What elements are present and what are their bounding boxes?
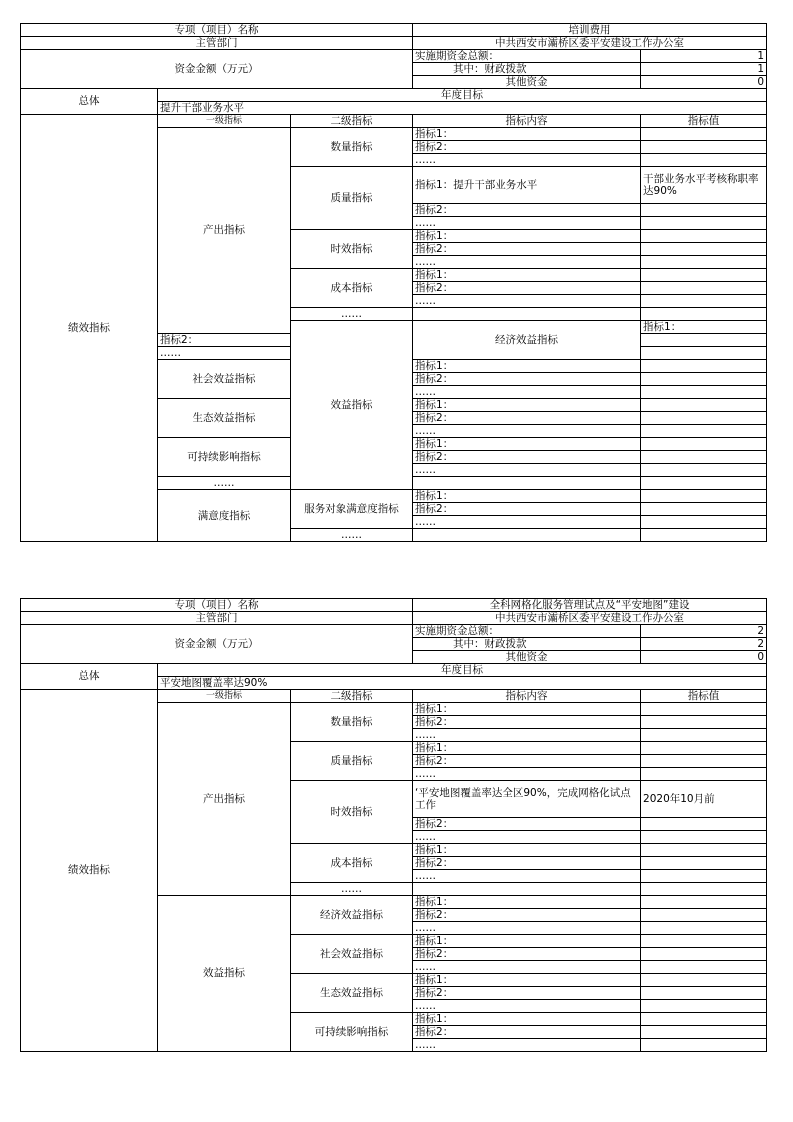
indicator-2: 指标2：	[413, 755, 641, 768]
overall-label: 总体	[21, 664, 158, 690]
indicator-2: 指标2：	[413, 412, 641, 425]
indicator-value	[641, 922, 767, 935]
indicator-value	[641, 768, 767, 781]
indicator-value	[641, 373, 767, 386]
fiscal-fund-label: 其中：财政拨款	[413, 638, 641, 651]
indicator-ellipsis: ……	[413, 729, 641, 742]
performance-indicators-label: 绩效指标	[21, 115, 158, 542]
indicator-1: 指标1：	[413, 360, 641, 373]
indicator-value	[641, 154, 767, 167]
indicator-value	[641, 503, 767, 516]
project-name-value: 全科网格化服务管理试点及“平安地图”建设	[413, 599, 767, 612]
overall-label: 总体	[21, 89, 158, 115]
indicator-2: 指标2：	[413, 1026, 641, 1039]
indicator-value	[641, 141, 767, 154]
indicator-1: 指标1：	[413, 490, 641, 503]
indicator-2: 指标2：	[413, 282, 641, 295]
indicator-ellipsis: ……	[413, 961, 641, 974]
performance-indicators-label: 绩效指标	[21, 690, 158, 1052]
indicator-value	[641, 1039, 767, 1052]
cost-label: 成本指标	[291, 269, 413, 308]
indicator-2: 指标2：	[413, 987, 641, 1000]
output-indicators-label: 产出指标	[158, 703, 291, 896]
output-indicators-label: 产出指标	[158, 128, 291, 334]
indicator-1: 指标1：	[641, 321, 767, 334]
indicator-2: 指标2：	[413, 204, 641, 217]
economic-label: 经济效益指标	[291, 896, 413, 935]
department-label: 主管部门	[21, 612, 413, 625]
benefit-indicators-label: 效益指标	[158, 896, 291, 1052]
indicator-content	[413, 883, 641, 896]
indicator-ellipsis: ……	[413, 922, 641, 935]
total-fund-value: 2	[641, 625, 767, 638]
indicator-ellipsis: ……	[413, 1039, 641, 1052]
level1-header: 一级指标	[158, 690, 291, 703]
level2-ellipsis: ……	[291, 883, 413, 896]
timeliness-indicator-1: ‘平安地图覆盖率达全区90%，完成网格化试点工作	[413, 781, 641, 818]
indicator-content	[413, 477, 641, 490]
level2-ellipsis: ……	[158, 477, 291, 490]
annual-goal-label: 年度目标	[158, 664, 767, 677]
indicator-2: 指标2：	[413, 948, 641, 961]
other-fund-value: 0	[641, 76, 767, 89]
indicator-value	[641, 935, 767, 948]
indicator-ellipsis: ……	[413, 256, 641, 269]
level2-ellipsis: ……	[291, 529, 413, 542]
ecological-label: 生态效益指标	[158, 399, 291, 438]
indicator-ellipsis: ……	[413, 217, 641, 230]
indicator-value	[641, 987, 767, 1000]
indicator-value	[641, 516, 767, 529]
indicator-1: 指标1：	[413, 703, 641, 716]
indicator-value	[641, 451, 767, 464]
indicator-1: 指标1：	[413, 269, 641, 282]
indicator-1: 指标1：	[413, 399, 641, 412]
indicator-value	[641, 425, 767, 438]
quality-indicator-1: 指标1：提升干部业务水平	[413, 167, 641, 204]
indicator-1: 指标1：	[413, 1013, 641, 1026]
indicator-value	[641, 386, 767, 399]
indicator-value	[641, 703, 767, 716]
indicator-value	[641, 399, 767, 412]
indicator-value	[641, 412, 767, 425]
indicator-value	[641, 230, 767, 243]
other-fund-label: 其他资金	[413, 651, 641, 664]
fiscal-fund-value: 1	[641, 63, 767, 76]
indicator-ellipsis: ……	[413, 154, 641, 167]
indicator-1: 指标1：	[413, 844, 641, 857]
indicator-value	[641, 1000, 767, 1013]
indicator-ellipsis: ……	[158, 347, 291, 360]
indicator-1: 指标1：	[413, 896, 641, 909]
indicator-value	[641, 1026, 767, 1039]
quantity-label: 数量指标	[291, 128, 413, 167]
indicator-value	[641, 961, 767, 974]
quality-label: 质量指标	[291, 167, 413, 230]
indicator-content	[413, 308, 641, 321]
department-label: 主管部门	[21, 37, 413, 50]
indicator-value	[641, 490, 767, 503]
indicator-2: 指标2：	[413, 716, 641, 729]
indicator-value	[641, 831, 767, 844]
total-fund-label: 实施期资金总额：	[413, 50, 641, 63]
indicator-1: 指标1：	[413, 230, 641, 243]
timeliness-label: 时效指标	[291, 230, 413, 269]
indicator-1: 指标1：	[413, 742, 641, 755]
department-value: 中共西安市灞桥区委平安建设工作办公室	[413, 612, 767, 625]
indicator-value	[641, 128, 767, 141]
indicator-value	[641, 269, 767, 282]
indicator-1: 指标1：	[413, 935, 641, 948]
indicator-value	[641, 438, 767, 451]
project-name-label: 专项（项目）名称	[21, 599, 413, 612]
indicator-value-header: 指标值	[641, 690, 767, 703]
social-label: 社会效益指标	[158, 360, 291, 399]
satisfaction-indicators-label: 满意度指标	[158, 490, 291, 542]
indicator-ellipsis: ……	[413, 425, 641, 438]
indicator-2: 指标2：	[158, 334, 291, 347]
fiscal-fund-label: 其中：财政拨款	[413, 63, 641, 76]
indicator-2: 指标2：	[413, 373, 641, 386]
indicator-value	[641, 755, 767, 768]
indicator-value	[641, 360, 767, 373]
indicator-2: 指标2：	[413, 503, 641, 516]
indicator-2: 指标2：	[413, 243, 641, 256]
indicator-value	[641, 844, 767, 857]
indicator-ellipsis: ……	[413, 831, 641, 844]
indicator-value	[641, 308, 767, 321]
indicator-content	[413, 529, 641, 542]
sustainable-label: 可持续影响指标	[291, 1013, 413, 1052]
social-label: 社会效益指标	[291, 935, 413, 974]
indicator-value	[641, 282, 767, 295]
indicator-value	[641, 883, 767, 896]
indicator-value	[641, 464, 767, 477]
timeliness-value-1: 2020年10月前	[641, 781, 767, 818]
indicator-value	[641, 909, 767, 922]
indicator-value	[641, 948, 767, 961]
fund-amount-label: 资金金额（万元）	[21, 625, 413, 664]
indicator-value	[641, 256, 767, 269]
indicator-content-header: 指标内容	[413, 690, 641, 703]
indicator-value	[641, 742, 767, 755]
economic-label: 经济效益指标	[413, 321, 641, 360]
project-name-value: 培训费用	[413, 24, 767, 37]
indicator-2: 指标2：	[413, 818, 641, 831]
indicator-value	[641, 729, 767, 742]
indicator-value	[641, 295, 767, 308]
service-satisfaction-label: 服务对象满意度指标	[291, 490, 413, 529]
quantity-label: 数量指标	[291, 703, 413, 742]
indicator-2: 指标2：	[413, 451, 641, 464]
level2-header: 二级指标	[291, 690, 413, 703]
indicator-value	[641, 477, 767, 490]
indicator-ellipsis: ……	[413, 295, 641, 308]
indicator-2: 指标2：	[413, 909, 641, 922]
indicator-value	[641, 334, 767, 347]
other-fund-label: 其他资金	[413, 76, 641, 89]
project-name-label: 专项（项目）名称	[21, 24, 413, 37]
indicator-ellipsis: ……	[413, 516, 641, 529]
level2-header: 二级指标	[291, 115, 413, 128]
annual-goal-value: 平安地图覆盖率达90%	[158, 677, 767, 690]
indicator-2: 指标2：	[413, 857, 641, 870]
fund-amount-label: 资金金额（万元）	[21, 50, 413, 89]
quality-label: 质量指标	[291, 742, 413, 781]
level1-header: 一级指标	[158, 115, 291, 128]
total-fund-value: 1	[641, 50, 767, 63]
indicator-value	[641, 896, 767, 909]
other-fund-value: 0	[641, 651, 767, 664]
indicator-value	[641, 716, 767, 729]
total-fund-label: 实施期资金总额：	[413, 625, 641, 638]
sustainable-label: 可持续影响指标	[158, 438, 291, 477]
department-value: 中共西安市灞桥区委平安建设工作办公室	[413, 37, 767, 50]
fiscal-fund-value: 2	[641, 638, 767, 651]
indicator-value-header: 指标值	[641, 115, 767, 128]
indicator-value	[641, 217, 767, 230]
level2-ellipsis: ……	[291, 308, 413, 321]
indicator-value	[641, 243, 767, 256]
indicator-value	[641, 974, 767, 987]
performance-table-2	[20, 598, 767, 1052]
indicator-value	[641, 857, 767, 870]
indicator-ellipsis: ……	[413, 464, 641, 477]
indicator-value	[641, 1013, 767, 1026]
indicator-value	[641, 870, 767, 883]
indicator-value	[641, 529, 767, 542]
indicator-ellipsis: ……	[413, 386, 641, 399]
indicator-value	[641, 818, 767, 831]
indicator-1: 指标1：	[413, 438, 641, 451]
indicator-value	[641, 347, 767, 360]
ecological-label: 生态效益指标	[291, 974, 413, 1013]
timeliness-label: 时效指标	[291, 781, 413, 844]
indicator-1: 指标1：	[413, 128, 641, 141]
quality-value-1: 干部业务水平考核称职率达90%	[641, 167, 767, 204]
performance-table-1	[20, 23, 767, 542]
indicator-content-header: 指标内容	[413, 115, 641, 128]
annual-goal-value: 提升干部业务水平	[158, 102, 767, 115]
indicator-ellipsis: ……	[413, 870, 641, 883]
benefit-indicators-label: 效益指标	[291, 321, 413, 490]
annual-goal-label: 年度目标	[158, 89, 767, 102]
indicator-2: 指标2：	[413, 141, 641, 154]
cost-label: 成本指标	[291, 844, 413, 883]
indicator-value	[641, 204, 767, 217]
indicator-1: 指标1：	[413, 974, 641, 987]
indicator-ellipsis: ……	[413, 1000, 641, 1013]
indicator-ellipsis: ……	[413, 768, 641, 781]
